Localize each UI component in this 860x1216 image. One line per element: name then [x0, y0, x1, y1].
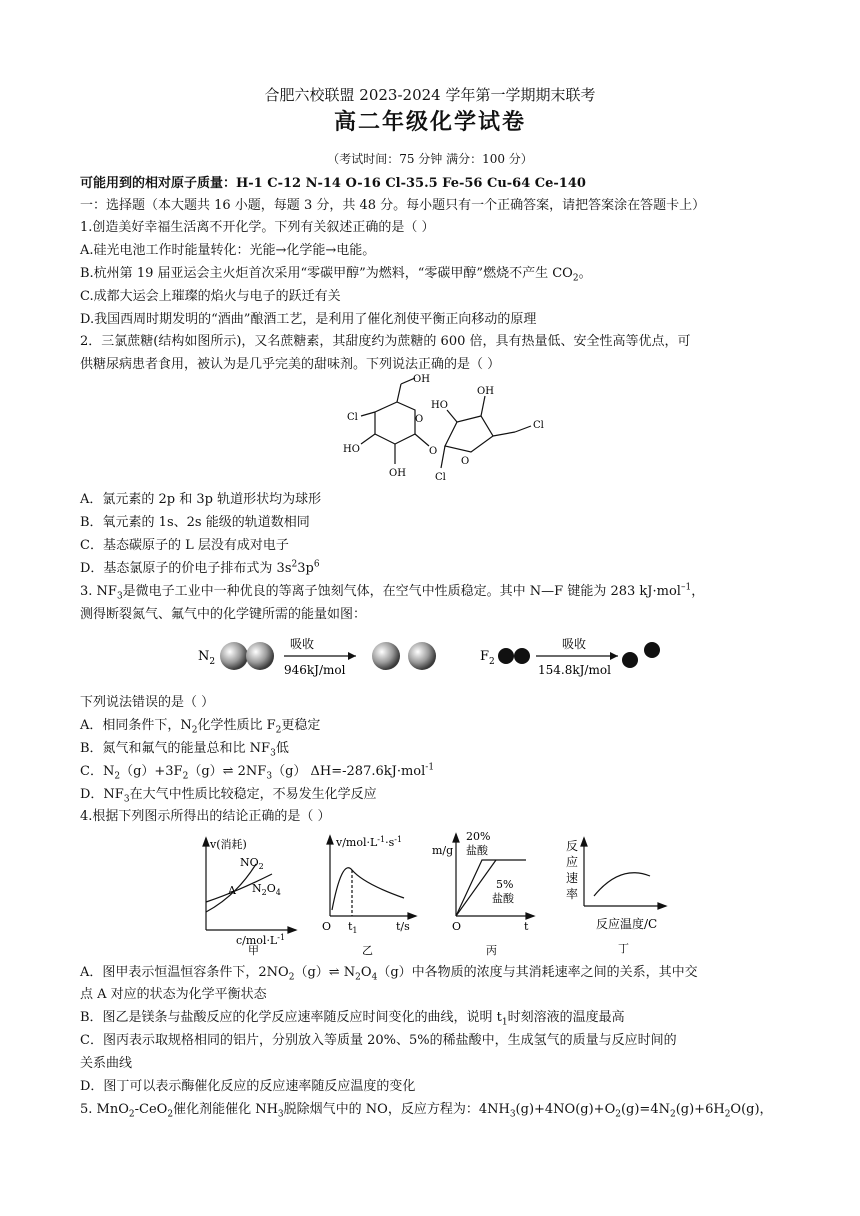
graph-yi: [318, 830, 422, 956]
bing-20pct: 20%: [466, 830, 491, 843]
structure-ring-o1: O: [415, 414, 424, 425]
n-atom-2: [246, 642, 274, 670]
yi-ylabel: $v/mol\cdot L^{-1}\cdot s^{-1}$: [336, 835, 403, 849]
yi-t1: $t_1$: [348, 920, 358, 935]
section-heading: 一：选择题（本大题共 16 小题，每题 3 分，共 48 分。每小题只有一个正确答案，请把答案涂在答题卡上）: [80, 198, 706, 213]
q3-stem-line1: 3. $NF_3$是微电子工业中一种优良的等离子蚀刻气体，在空气中性质稳定。其中 N—F 键能为 283 kJ·mol$^{-1}$，: [80, 582, 705, 602]
jia-no2-label: $NO_2$: [240, 856, 264, 871]
q3-option-c: C．$N_2(g)+3F_2(g)\rightleftharpoons$ $2NF_3(g)$ ΔH=-287.6kJ·mol$^{-1}$: [80, 762, 435, 782]
yi-name: 乙: [362, 944, 373, 956]
q1-option-c: C.成都大运会上璀璨的焰火与电子的跃迁有关: [80, 289, 341, 304]
q3-option-a: A．相同条件下，$N_2$化学性质比 $F_2$更稳定: [80, 718, 321, 736]
ding-y2: 应: [566, 855, 579, 869]
f-atom-3: [622, 652, 638, 668]
bing-ylabel: m/g: [432, 844, 454, 857]
q2-option-a: A．氯元素的 2p 和 3p 轨道形状均为球形: [80, 492, 322, 507]
q1-option-b: B.杭州第 19 届亚运会主火炬首次采用“零碳甲醇”为燃料，“零碳甲醇”燃烧不产生 $CO_2$。: [80, 266, 592, 284]
ding-name: 丁: [618, 942, 629, 955]
q2-stem-line2: 供糖尿病患者食用，被认为是几乎完美的甜味剂。下列说法正确的是（ ）: [80, 357, 501, 372]
q2-option-b: B．氧元素的 1s、2s 能级的轨道数相同: [80, 515, 310, 530]
jia-point-a: A: [228, 884, 236, 897]
atomic-mass-line: 可能用到的相对原子质量：H-1 C-12 N-14 O-16 Cl-35.5 Fe-56 Cu-64 Ce-140: [80, 176, 586, 191]
q1-option-a: A.硅光电池工作时能量转化：光能→化学能→电能。: [80, 243, 376, 258]
q2-stem-line1: 2．三氯蔗糖(结构如图所示)，又名蔗糖素，其甜度约为蔗糖的 600 倍，具有热量低、安全性高等优点，可: [80, 334, 691, 349]
q2-option-d: D．基态氯原子的价电子排布式为 $3s^23p^6$: [80, 559, 320, 576]
ding-y4: 率: [566, 887, 579, 901]
f-atom-2: [514, 648, 530, 664]
n-atom-1: [220, 642, 248, 670]
q3-stem-line2: 测得断裂氮气、氟气中的化学键所需的能量如图：: [80, 607, 367, 622]
bing-xlabel: t: [524, 920, 529, 933]
ding-y1: 反: [566, 839, 579, 853]
jia-n2o4-label: $N_2O_4$: [252, 882, 281, 897]
structure-cl-right: Cl: [533, 420, 544, 431]
n2-label: $N_2$: [198, 649, 216, 667]
f2-label: $F_2$: [480, 649, 495, 667]
exam-subtitle: （考试时间：75 分钟 满分：100 分）: [327, 152, 533, 166]
q4-option-a-line1: A．图甲表示恒温恒容条件下，$2NO_2(g)\rightleftharpoons$ $N_2O_4(g)$中各物质的浓度与其消耗速率之间的关系，其中交: [80, 965, 698, 983]
energy-label-1: 946kJ/mol: [284, 663, 346, 677]
bond-energy-figure: [190, 630, 670, 686]
q2-option-c: C．基态碳原子的 L 层没有成对电子: [80, 538, 289, 553]
q3-option-b: B．氮气和氟气的能量总和比 $NF_3$低: [80, 741, 289, 759]
structure-cl-left: Cl: [347, 412, 358, 423]
bing-name: 丙: [486, 944, 497, 956]
q4-stem: 4.根据下列图示所得出的结论正确的是（ ）: [80, 809, 331, 824]
energy-label-2: 154.8kJ/mol: [538, 663, 611, 677]
structure-ho-left: HO: [343, 444, 360, 455]
n-atom-3: [372, 642, 400, 670]
f-atom-4: [644, 642, 660, 658]
q3-option-d: D．$NF_3$在大气中性质比较稳定，不易发生化学反应: [80, 787, 377, 805]
graph-ding: [562, 836, 674, 956]
bing-5pct-acid: 盐酸: [492, 892, 514, 905]
yi-origin: O: [322, 920, 332, 933]
jia-ylabel: v(消耗): [210, 838, 247, 851]
sucralose-structure: [335, 372, 565, 482]
q4-option-c-line1: C．图丙表示取规格相同的铝片，分别放入等质量 20%、5%的稀盐酸中，生成氢气的质量与反应时间的: [80, 1033, 677, 1048]
q3-ask: 下列说法错误的是（ ）: [80, 695, 215, 710]
f-atom-1: [498, 648, 514, 664]
ding-xlabel: 反应温度/C: [596, 917, 658, 931]
q1-option-d: D.我国西周时期发明的“酒曲”酿酒工艺，是利用了催化剂使平衡正向移动的原理: [80, 312, 537, 327]
structure-oh-right: OH: [477, 386, 494, 397]
graph-bing: [430, 826, 540, 956]
exam-title: 高二年级化学试卷: [333, 109, 526, 135]
n-atom-4: [408, 642, 436, 670]
absorb-label-2: 吸收: [562, 637, 587, 651]
bing-20pct-acid: 盐酸: [466, 844, 488, 857]
structure-oh-bottom: OH: [389, 468, 406, 479]
yi-xlabel: t/s: [396, 920, 410, 933]
structure-cl-bottom: Cl: [435, 472, 446, 482]
structure-bridge-o: O: [429, 446, 438, 457]
bing-5pct: 5%: [496, 878, 514, 891]
q4-option-a-line2: 点 A 对应的状态为化学平衡状态: [80, 987, 267, 1002]
structure-ring-o2: O: [461, 456, 470, 467]
graph-jia: [196, 830, 304, 956]
structure-ho-right: HO: [431, 400, 448, 411]
q1-stem: 1.创造美好幸福生活离不开化学。下列有关叙述正确的是（ ）: [80, 220, 435, 235]
jia-name: 甲: [248, 944, 259, 956]
q5-stem: 5. MnO$_2$-CeO$_2$催化剂能催化 $NH_3$脱除烟气中的 NO，反应方程为：$4NH_3(g)+4NO(g)+O_2(g)=4N_2(g)+6H_2O(g)$，: [80, 1102, 773, 1120]
structure-oh-top: OH: [413, 374, 430, 385]
q4-option-b: B．图乙是镁条与盐酸反应的化学反应速率随反应时间变化的曲线，说明 $t_1$时刻溶液的温度最高: [80, 1010, 625, 1028]
absorb-label-1: 吸收: [290, 637, 315, 651]
bing-origin: O: [452, 920, 462, 933]
q4-option-c-line2: 关系曲线: [80, 1056, 133, 1071]
exam-header: 合肥六校联盟 2023-2024 学年第一学期期末联考: [264, 86, 596, 104]
jia-xlabel: $c/mol\cdot L^{-1}$: [236, 933, 286, 947]
ding-y3: 速: [566, 871, 579, 885]
q4-option-d: D．图丁可以表示酶催化反应的反应速率随反应温度的变化: [80, 1079, 416, 1094]
